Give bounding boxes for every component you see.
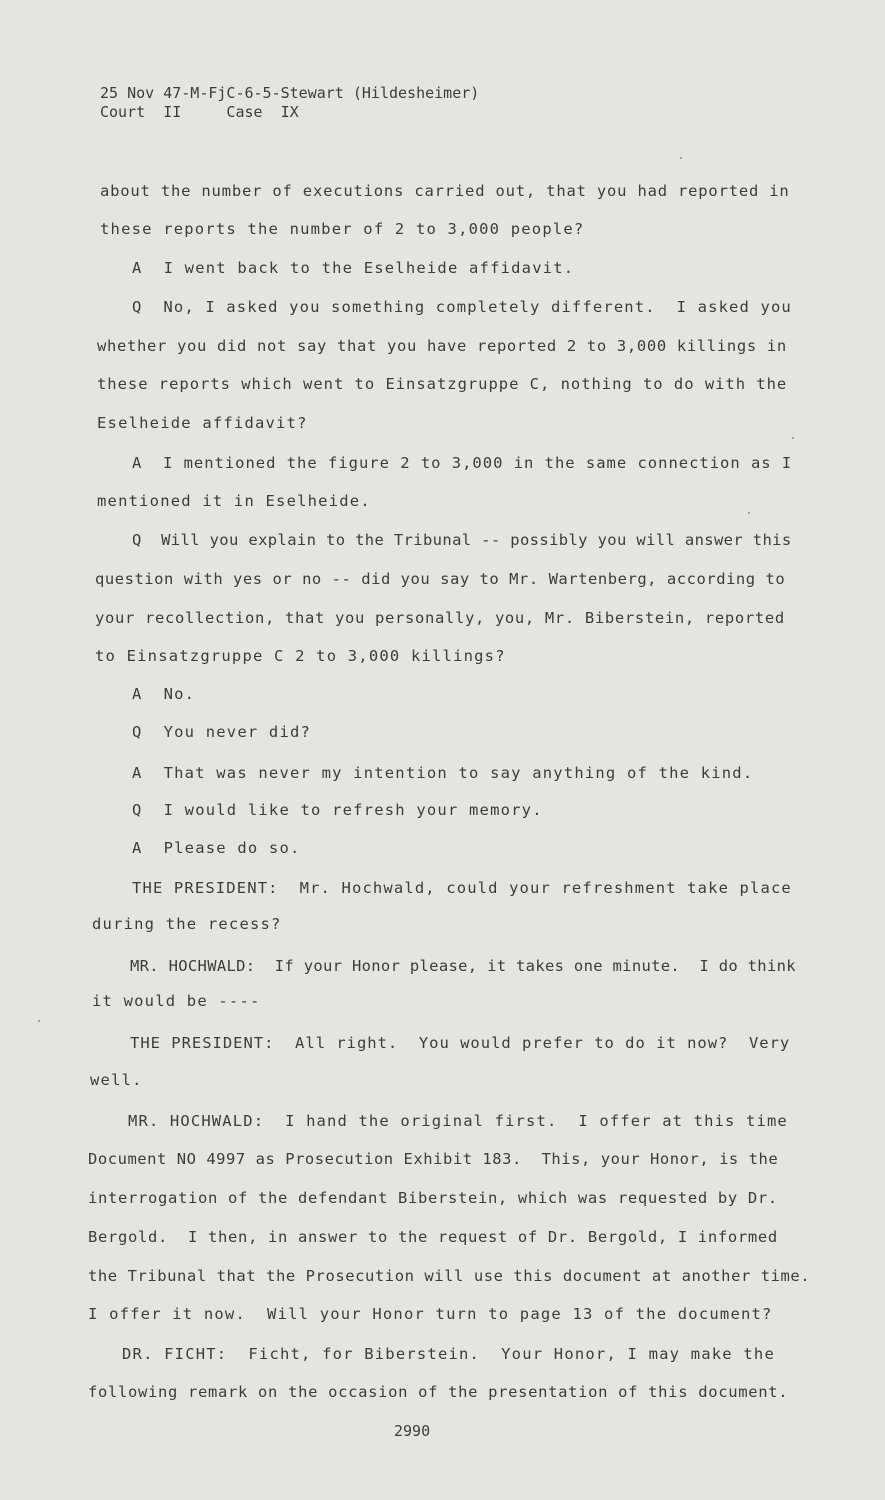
text-line: Eselheide affidavit? bbox=[97, 414, 308, 432]
text-line: during the recess? bbox=[92, 915, 282, 933]
text-line: THE PRESIDENT: Mr. Hochwald, could your refreshment take place bbox=[132, 879, 792, 897]
text-line: Q I would like to refresh your memory. bbox=[132, 801, 543, 819]
text-line: Document NO 4997 as Prosecution Exhibit 183. This, your Honor, is the bbox=[88, 1150, 779, 1168]
text-line: MR. HOCHWALD: If your Honor please, it takes one minute. I do think bbox=[130, 957, 796, 975]
text-line: I offer it now. Will your Honor turn to page 13 of the document? bbox=[88, 1305, 773, 1323]
page-number: 2990 bbox=[394, 1422, 431, 1440]
text-line: well. bbox=[90, 1071, 143, 1089]
text-line: A Please do so. bbox=[132, 839, 301, 857]
text-line: mentioned it in Eselheide. bbox=[97, 492, 371, 510]
text-line: the Tribunal that the Prosecution will use this document at another time. bbox=[88, 1267, 811, 1285]
text-line: about the number of executions carried out, that you had reported in bbox=[100, 182, 790, 200]
text-line: THE PRESIDENT: All right. You would prefer to do it now? Very bbox=[130, 1034, 791, 1052]
text-line: to Einsatzgruppe C 2 to 3,000 killings? bbox=[95, 647, 506, 665]
paper-speck bbox=[792, 437, 794, 439]
text-line: whether you did not say that you have reported 2 to 3,000 killings in bbox=[97, 337, 787, 355]
document-header bbox=[100, 84, 479, 122]
text-line: Q Will you explain to the Tribunal -- possibly you will answer this bbox=[132, 531, 792, 549]
header-date-line: 25 Nov 47-M-FjC-6-5-Stewart (Hildesheimer) bbox=[100, 84, 480, 102]
text-line: A I mentioned the figure 2 to 3,000 in the same connection as I bbox=[132, 454, 793, 472]
text-line: these reports the number of 2 to 3,000 people? bbox=[100, 220, 585, 238]
text-line: your recollection, that you personally, you, Mr. Biberstein, reported bbox=[95, 609, 785, 627]
text-line: Q No, I asked you something completely different. I asked you bbox=[132, 298, 792, 316]
text-line: MR. HOCHWALD: I hand the original first. I offer at this time bbox=[128, 1112, 788, 1130]
paper-speck bbox=[748, 512, 750, 514]
header-court-line: Court II Case IX bbox=[100, 103, 299, 121]
text-line: it would be ---- bbox=[92, 992, 261, 1010]
text-line: A That was never my intention to say anything of the kind. bbox=[132, 764, 754, 782]
text-line: following remark on the occasion of the presentation of this document. bbox=[88, 1383, 789, 1401]
paper-speck bbox=[38, 1020, 40, 1022]
text-line: interrogation of the defendant Biberstein, which was requested by Dr. bbox=[88, 1189, 778, 1207]
text-line: DR. FICHT: Ficht, for Biberstein. Your Honor, I may make the bbox=[122, 1345, 775, 1363]
text-line: question with yes or no -- did you say to Mr. Wartenberg, according to bbox=[95, 570, 786, 588]
text-line: A I went back to the Eselheide affidavit. bbox=[132, 259, 575, 277]
text-line: Bergold. I then, in answer to the request of Dr. Bergold, I informed bbox=[88, 1228, 778, 1246]
paper-speck bbox=[680, 157, 682, 159]
text-line: A No. bbox=[132, 685, 196, 703]
text-line: Q You never did? bbox=[132, 723, 312, 741]
text-line: these reports which went to Einsatzgruppe C, nothing to do with the bbox=[97, 375, 788, 393]
